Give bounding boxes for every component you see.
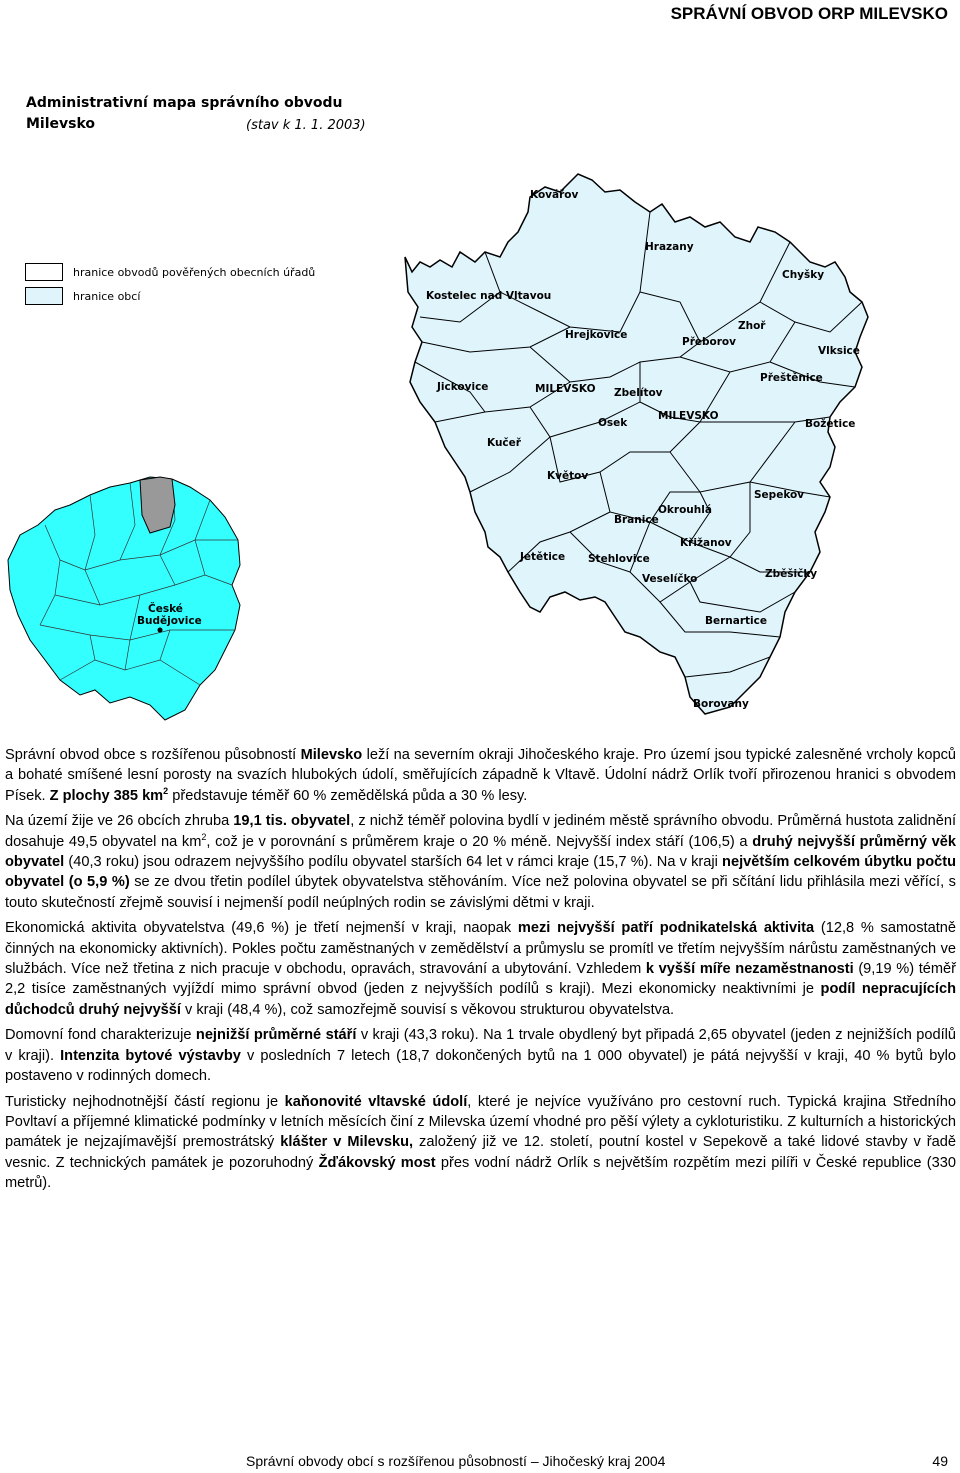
municipality-label: Kučeř	[487, 437, 521, 449]
municipality-label: Sepekov	[754, 489, 805, 501]
municipality-label: Hrazany	[645, 241, 694, 253]
city-label: Budějovice	[137, 615, 202, 627]
bold-text: nejnižší průměrné stáří	[195, 1027, 357, 1044]
text-run: se ze dvou třetin podílel úbytek obyvatelstva stěhováním. Více než polovina obyvatel se při sčítání lidu přihlásila mezi věřící, s touto skutečností zřejmě souvisí i nejmenší podíl neúplných rodin se závislými dětmi v kraji.	[5, 874, 956, 911]
municipality-label: Květov	[547, 470, 589, 482]
bold-text: Intenzita bytové výstavby	[60, 1047, 241, 1064]
text-run: , z nichž téměř polovina bydlí v jediném městě správního obvodu. Průměrná hustota zalidnění dosahuje 49,5 obyvatel na km	[5, 813, 956, 850]
city-label: České	[148, 603, 183, 615]
text-run: 2	[201, 831, 207, 842]
municipality-label: Přeborov	[682, 336, 736, 348]
paragraph	[5, 745, 956, 806]
legend-item	[25, 284, 315, 308]
text-run: v posledních 7 letech (18,7 dokončených bytů na 1 000 obyvatel) je pátá nejvyšší v kraji, 40 % bytů bylo postaveno v rodinných domech.	[5, 1047, 956, 1085]
municipality-label: Stehlovice	[588, 553, 650, 565]
map-date: (stav k 1. 1. 2003)	[246, 118, 366, 133]
district-map	[400, 92, 880, 732]
bold-text: 19,1 tis. obyvatel	[233, 813, 351, 830]
municipality-label: Jetětice	[520, 551, 566, 563]
text-run: , což je v porovnání s průměrem kraje o 20 % méně. Nejvyšší index stáří (106,5) a	[206, 833, 753, 850]
text-run: v kraji (43,3 roku). Na 1 trvale obydlený byt připadá 2,65 obyvatel (jeden z nejnižších podílů v kraji).	[5, 1027, 956, 1064]
bold-text: kaňonovité vltavské údolí	[284, 1093, 468, 1110]
municipality-label: MILEVSKO	[535, 383, 596, 395]
bold-text: k vyšší míře nezaměstnanosti	[645, 961, 854, 978]
text-run: představuje téměř 60 % zemědělská půda a 30 % lesy.	[168, 787, 528, 804]
region-locator-map	[0, 465, 250, 725]
legend-item	[25, 260, 315, 284]
text-run: (40,3 roku) jsou odrazem nejvyššího podílu obyvatel starších 64 let v rámci kraje (15,7 %). Na v kraji	[64, 854, 723, 871]
municipality-label: Jickovice	[437, 381, 489, 393]
text-run: Na území žije ve 26 obcích zhruba	[5, 813, 234, 830]
page-header: SPRÁVNÍ OBVOD ORP MILEVSKO	[670, 4, 948, 23]
municipality-label: Okrouhlá	[658, 504, 712, 516]
bold-text: největším celkovém úbytku počtu obyvatel (o 5,9 %)	[5, 854, 957, 891]
municipality-label: Přeštěnice	[760, 372, 823, 384]
page-number: 49	[932, 1453, 948, 1469]
legend-label: hranice obcí	[73, 289, 141, 303]
text-run: přes vodní nádrž Orlík s největším rozpětím mezi pilíři v České republice (330 metrů).	[5, 1154, 956, 1192]
text-run: , které je nejvíce využíváno pro cestovní ruch. Typická krajina Středního Povltaví a příjemné klimatické podmínky v letních měsících činí z Milevska území vhodné pro pěší výlety a cykloturistiku. Z kulturních a historických památek je nejzajímavější premostrátský	[5, 1093, 956, 1151]
legend-label: hranice obvodů pověřených obecních úřadů	[73, 265, 316, 279]
bold-text: Milevsko	[300, 747, 363, 763]
legend-swatch-district	[25, 263, 63, 281]
text-run: Ekonomická aktivita obyvatelstva (49,6 %) je třetí nejmenší v kraji, naopak	[5, 920, 518, 937]
map-legend	[25, 260, 315, 308]
text-body	[5, 745, 956, 1199]
municipality-label: Zbelítov	[614, 387, 663, 399]
paragraph	[5, 918, 956, 1020]
municipality-label: Osek	[598, 417, 628, 429]
page-footer: Správní obvody obcí s rozšířenou působností – Jihočeský kraj 2004	[246, 1453, 666, 1469]
municipality-label: MILEVSKO	[658, 410, 719, 422]
legend-swatch-municipality	[25, 287, 63, 305]
paragraph	[5, 811, 956, 913]
municipality-label: Zběšičky	[765, 568, 818, 580]
municipality-label: Borovany	[693, 698, 749, 710]
paragraph	[5, 1092, 956, 1194]
municipality-label: Branice	[614, 514, 659, 526]
map-title-line2: Milevsko	[26, 116, 96, 132]
municipality-label: Bernartice	[705, 615, 768, 627]
bold-text: Z plochy 385 km	[49, 787, 164, 804]
map-title	[26, 93, 406, 135]
municipality-label: Veselíčko	[642, 573, 698, 585]
text-run: (12,8 % samostatně činných na ekonomicky aktivních). Pokles počtu zaměstnaných v zemědělství a průmyslu se promítl ve třetím nejvyšším nárůstu zaměstnaných ve službách. Více než třetina z nich pracuje v obchodu, opravách, stravování a ubytování. Vzhledem	[5, 920, 957, 978]
municipality-label: Božetice	[805, 418, 856, 430]
paragraph	[5, 1025, 956, 1086]
bold-text: druhý nejvyšší průměrný věk obyvatel	[5, 833, 957, 871]
map-title-line1: Administrativní mapa správního obvodu	[26, 95, 343, 111]
municipality-label: Chyšky	[782, 269, 825, 281]
bold-text: klášter v Milevsku,	[280, 1134, 414, 1151]
district-outline	[405, 174, 868, 714]
text-run: Turisticky nejhodnotnější částí regionu je	[5, 1093, 285, 1110]
text-run: založený již ve 12. století, poutní kostel v Sepekově a také lidové stavby v řadě vesnic. Z technických památek je pozoruhodný	[5, 1134, 956, 1171]
bold-text: podíl nepracujících důchodců druhý nejvyšší	[5, 981, 956, 1018]
text-run: Správní obvod obce s rozšířenou působností	[5, 747, 301, 763]
text-run: Domovní fond charakterizuje	[5, 1027, 196, 1044]
text-run: leží na severním okraji Jihočeského kraje. Pro území jsou typické zalesněné vrcholy kopců a bohaté smíšené lesní porosty na svazích hlubokých údolí, směřujících západně k Vltavě. Údolní nádrž Orlík tvoří přirozenou hranici s obvodem Písek.	[5, 747, 956, 804]
bold-text: Žďákovský most	[318, 1154, 436, 1171]
city-marker	[158, 628, 163, 633]
text-run: v kraji (48,4 %), což samozřejmě souvisí s věkovou strukturou obyvatelstva.	[180, 1001, 675, 1018]
bold-text: mezi nejvyšší patří podnikatelská aktivita	[517, 920, 815, 937]
municipality-label: Zhoř	[738, 320, 766, 332]
municipality-label: Hrejkovice	[565, 329, 628, 341]
municipality-label: Kovářov	[530, 189, 579, 201]
municipality-label: Kostelec nad Vltavou	[426, 290, 552, 302]
bold-text: 2	[163, 785, 169, 796]
municipality-label: Křižanov	[680, 537, 732, 549]
municipality-label: Vlksice	[818, 345, 860, 357]
text-run: (9,19 %) téměř 2,2 tisíce zaměstnaných vyjíždí mimo správní obvod (jeden z nejvyšších podílů s kraji). Mezi ekonomicky neaktivními je	[5, 961, 956, 998]
